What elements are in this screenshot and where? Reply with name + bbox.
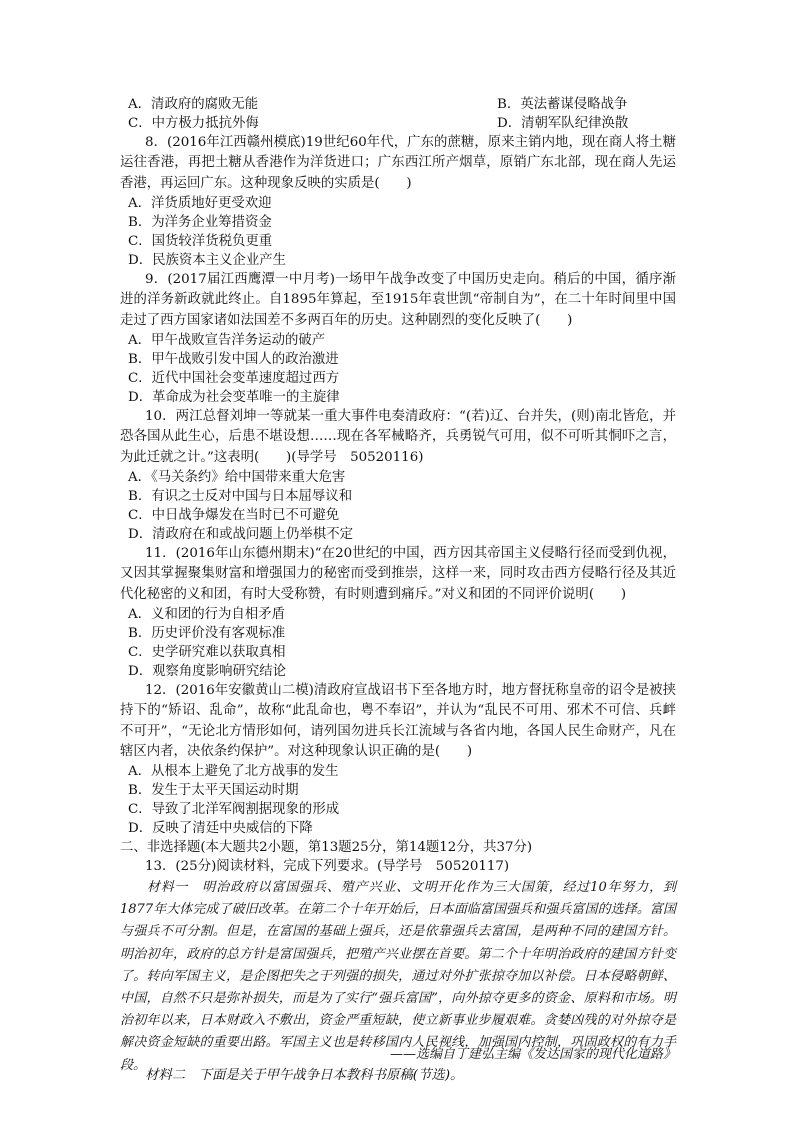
section-2-title: 二、非选择题(本大题共2小题，第13题25分，第14题12分，共37分) — [120, 840, 533, 855]
q11-option-d: D．观察角度影响研究结论 — [128, 664, 287, 679]
q9-option-d: D．革命成为社会变革唯一的主旋律 — [128, 390, 340, 405]
q11-option-c: C．史学研究难以获取真相 — [128, 645, 286, 660]
q13-material-1-source: ——选编自丁建弘主编《发达国家的现代化道路》 — [389, 1047, 676, 1062]
q7-option-a: A．清政府的腐败无能 — [128, 97, 259, 112]
q7-option-d: D．清朝军队纪律涣散 — [497, 116, 629, 131]
q9-option-a: A．甲午战败宣告洋务运动的破产 — [128, 333, 326, 348]
q8-option-a: A．洋货质地好更受欢迎 — [128, 196, 272, 211]
q12-option-d: D．反映了清廷中央威信的下降 — [128, 821, 313, 836]
q13-stem: 13．(25分)阅读材料，完成下列要求。(导学号 50520117) — [145, 859, 510, 874]
q10-option-a: A．《马关条约》给中国带来重大危害 — [128, 470, 346, 485]
q10-option-d: D．清政府在和或战问题上仍举棋不定 — [128, 527, 353, 542]
q10-stem: 10．两江总督刘坤一等就某一重大事件电奏清政府：“(若)辽、台并失，(则)南北皆危，并恐各国从此生心，后患不堪设想……现在各军械略齐，兵勇锐气可用，似不可听其恫吓之言，为此迁就之计。”这表明( )(导学号 50520116) — [120, 409, 676, 465]
q11-option-b: B．历史评价没有客观标准 — [128, 626, 286, 641]
q8-option-d: D．民族资本主义企业产生 — [128, 253, 287, 268]
q12-option-a: A．从根本上避免了北方战事的发生 — [128, 764, 339, 779]
q9-stem: 9．(2017届江西鹰潭一中月考)一场甲午战争改变了中国历史走向。稍后的中国，循序渐进的洋务新政就此终止。自1895年算起，至1915年袁世凯“帝制自为”，在二十年时间里中国走过了西方国家诸如法国差不多两百年的历史。这种剧烈的变化反映了( ) — [120, 272, 676, 328]
q10-option-b: B．有识之士反对中国与日本屈辱议和 — [128, 489, 353, 504]
q12-option-b: B．发生于太平天国运动时期 — [128, 783, 299, 798]
q12-option-c: C．导致了北洋军阀割据现象的形成 — [128, 802, 340, 817]
q8-option-c: C．国货较洋货税负更重 — [128, 234, 273, 249]
q11-option-a: A．义和团的行为自相矛盾 — [128, 607, 285, 622]
q7-option-c: C．中方极力抵抗外侮 — [128, 116, 259, 131]
q9-option-b: B．甲午战败引发中国人的政治激进 — [128, 352, 339, 367]
q13-material-1: 材料一 明治政府以富国强兵、殖产兴业、文明开化作为三大国策，经过10年努力，到1877年大体完成了破旧改革。在第二个十年开始后，日本面临富国强兵和强兵富国的选择。富国与强兵不可分割。但是，在富国的基础上强兵，还是依靠强兵去富国，是两种不同的建国方针。明治初年，政府的总方针是富国强兵，把殖产兴业摆在首要。第二个十年明治政府的建国方针变了。转向军国主义，是企图把失之于列强的损失，通过对外扩张掠夺加以补偿。日本侵略朝鲜、中国，自然不只是弥补损失，而是为了实行“强兵富国”，向外掠夺更多的资金、原料和市场。明治初年以来，日本财政入不敷出，资金严重短缺，使立新事业步履艰难。贪婪凶残的对外掠夺是解决资金短缺的重要出路。军国主义也是转移国内人民视线，加强国内控制，巩固政权的有力手段。 — [120, 880, 676, 1073]
q7-option-b: B．英法蓄谋侵略战争 — [497, 97, 628, 112]
q8-option-b: B．为洋务企业筹措资金 — [128, 215, 272, 230]
q11-stem: 11．(2016年山东德州期末)“在20世纪的中国，西方因其帝国主义侵略行径而受到仇视，又因其掌握聚集财富和增强国力的秘密而受到推崇，这样一来，同时攻击西方侵略行径及其近代化秘密的义和团，有时大受称赞，有时则遭到痛斥。”对义和团的不同评价说明( ) — [120, 546, 676, 602]
q12-stem: 12．(2016年安徽黄山二模)清政府宣战诏书下至各地方时，地方督抚称皇帝的诏令是被挟持下的“矫诏、乱命”，故称“此乱命也，粤不奉诏”，并认为“乱民不可用、邪术不可信、兵衅不可开”，“无论北方情形如何，请列国勿进兵长江流域与各省内地，各国人民生命财产，凡在辖区内者，决依条约保护”。对这种现象认识正确的是( ) — [120, 683, 676, 760]
q10-option-c: C．中日战争爆发在当时已不可避免 — [128, 508, 340, 523]
q8-stem: 8．(2016年江西赣州模底)19世纪60年代，广东的蔗糖，原来主销内地，现在商人将土糖运往香港，再把土糖从香港作为洋货进口；广东西江所产烟草，原销广东北部，现在商人先运香港，再运回广东。这种现象反映的实质是( ) — [120, 135, 676, 191]
q13-material-2: 材料二 下面是关于甲午战争日本教科书原稿(节选)。 — [145, 1068, 464, 1083]
q9-option-c: C．近代中国社会变革速度超过西方 — [128, 371, 340, 386]
